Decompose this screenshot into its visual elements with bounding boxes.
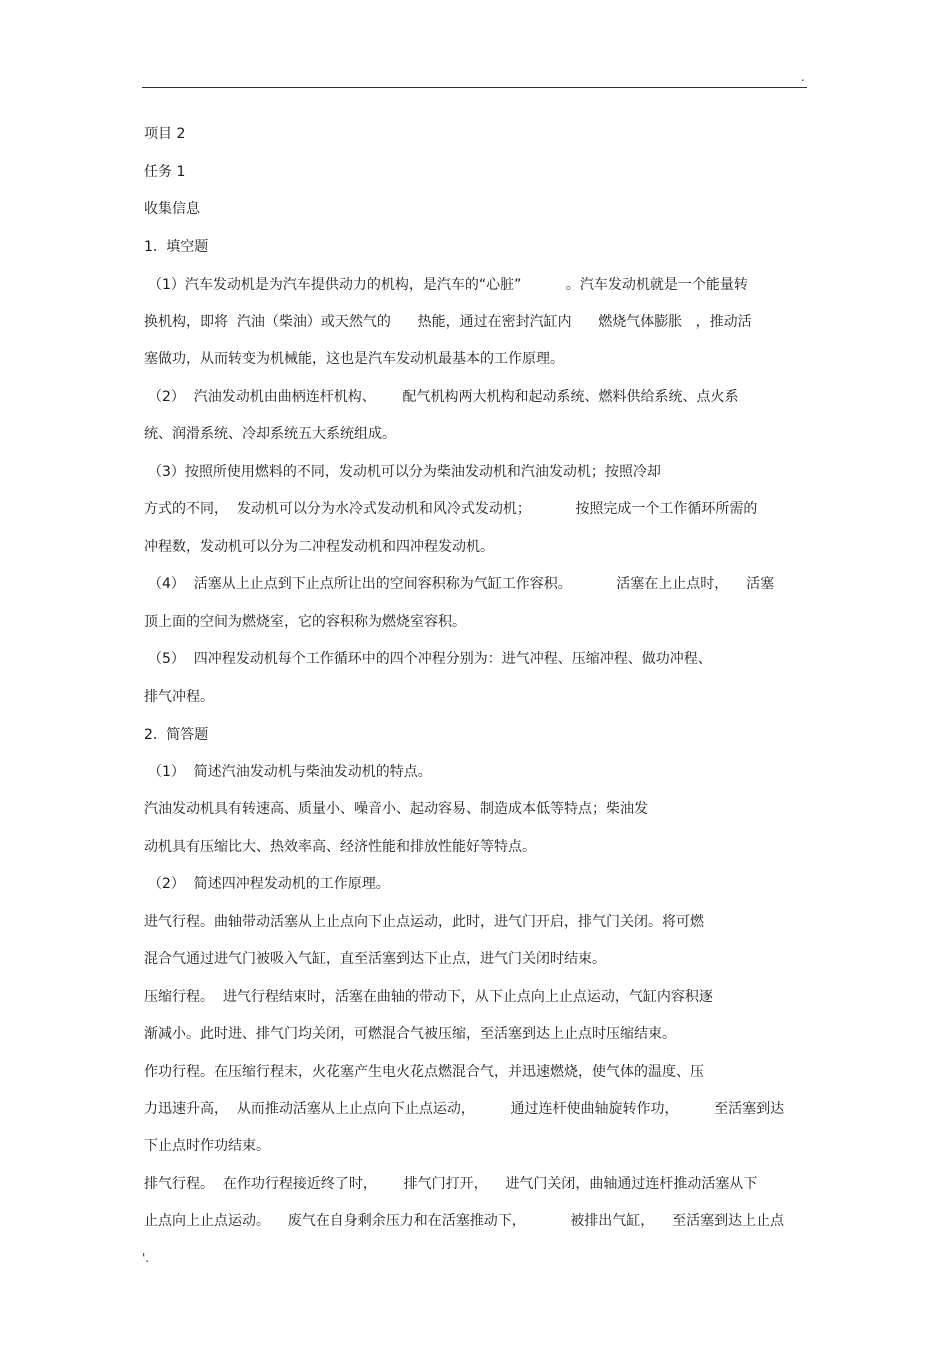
- text-line: 塞做功，从而转变为机械能，这也是汽车发动机最基本的工作原理。: [144, 351, 564, 367]
- text-line: 方式的不同， 发动机可以分为水冷式发动机和风冷式发动机； 按照完成一个工作循环所需的: [144, 501, 758, 517]
- text-line: （2） 简述四冲程发动机的工作原理。: [148, 876, 390, 892]
- text-line: （3）按照所使用燃料的不同，发动机可以分为柴油发动机和汽油发动机；按照冷却: [148, 464, 661, 480]
- text-line: （4） 活塞从上止点到下止点所让出的空间容积称为气缸工作容积。 活塞在上止点时， 活塞: [148, 576, 775, 592]
- text-line: 下止点时作功结束。: [144, 1138, 270, 1154]
- footer-mark: '.: [142, 1251, 150, 1265]
- text-line: 力迅速升高， 从而推动活塞从上止点向下止点运动， 通过连杆使曲轴旋转作功， 至活塞到达: [144, 1101, 785, 1117]
- heading-short-answer: 2. 简答题: [144, 727, 209, 743]
- section-project: 项目 2: [144, 126, 186, 142]
- text-line: 统、润滑系统、冷却系统五大系统组成。: [144, 426, 396, 442]
- text-line: （1）汽车发动机是为汽车提供动力的机构，是汽车的“心脏” 。汽车发动机就是一个能量转: [148, 277, 748, 293]
- text-line: 渐减小。此时进、排气门均关闭，可燃混合气被压缩，至活塞到达上止点时压缩结束。: [144, 1026, 676, 1042]
- text-line: 排气行程。 在作功行程接近终了时， 排气门打开， 进气门关闭，曲轴通过连杆推动活塞从下: [144, 1176, 758, 1192]
- heading-fill-blank: 1. 填空题: [144, 239, 209, 255]
- text-line: （2） 汽油发动机由曲柄连杆机构、 配气机构两大机构和起动系统、燃料供给系统、点火系: [148, 389, 739, 405]
- text-line: 止点向上止点运动。 废气在自身剩余压力和在活塞推动下， 被排出气缸， 至活塞到达上止点: [144, 1213, 785, 1229]
- section-collect-info: 收集信息: [144, 201, 200, 217]
- header-mark: .: [801, 70, 805, 84]
- text-line: 顶上面的空间为燃烧室，它的容积称为燃烧室容积。: [144, 614, 466, 630]
- text-line: 作功行程。在压缩行程末，火花塞产生电火花点燃混合气，并迅速燃烧，使气体的温度、压: [144, 1064, 704, 1080]
- text-line: 动机具有压缩比大、热效率高、经济性能和排放性能好等特点。: [144, 839, 536, 855]
- text-line: 汽油发动机具有转速高、质量小、噪音小、起动容易、制造成本低等特点；柴油发: [144, 801, 648, 817]
- text-line: 混合气通过进气门被吸入气缸，直至活塞到达下止点，进气门关闭时结束。: [144, 951, 606, 967]
- text-line: （5） 四冲程发动机每个工作循环中的四个冲程分别为：进气冲程、压缩冲程、做功冲程、: [148, 651, 712, 667]
- text-line: （1） 简述汽油发动机与柴油发动机的特点。: [148, 764, 432, 780]
- text-line: 进气行程。曲轴带动活塞从上止点向下止点运动，此时，进气门开启，排气门关闭。将可燃: [144, 914, 704, 930]
- section-task: 任务 1: [144, 164, 186, 180]
- text-line: 压缩行程。 进气行程结束时，活塞在曲轴的带动下，从下止点向上止点运动，气缸内容积逐: [144, 989, 713, 1005]
- text-line: 排气冲程。: [144, 689, 214, 705]
- text-line: 冲程数，发动机可以分为二冲程发动机和四冲程发动机。: [144, 539, 494, 555]
- text-line: 换机构，即将 汽油（柴油）或天然气的 热能，通过在密封汽缸内 燃烧气体膨胀 ，推动活: [144, 314, 752, 330]
